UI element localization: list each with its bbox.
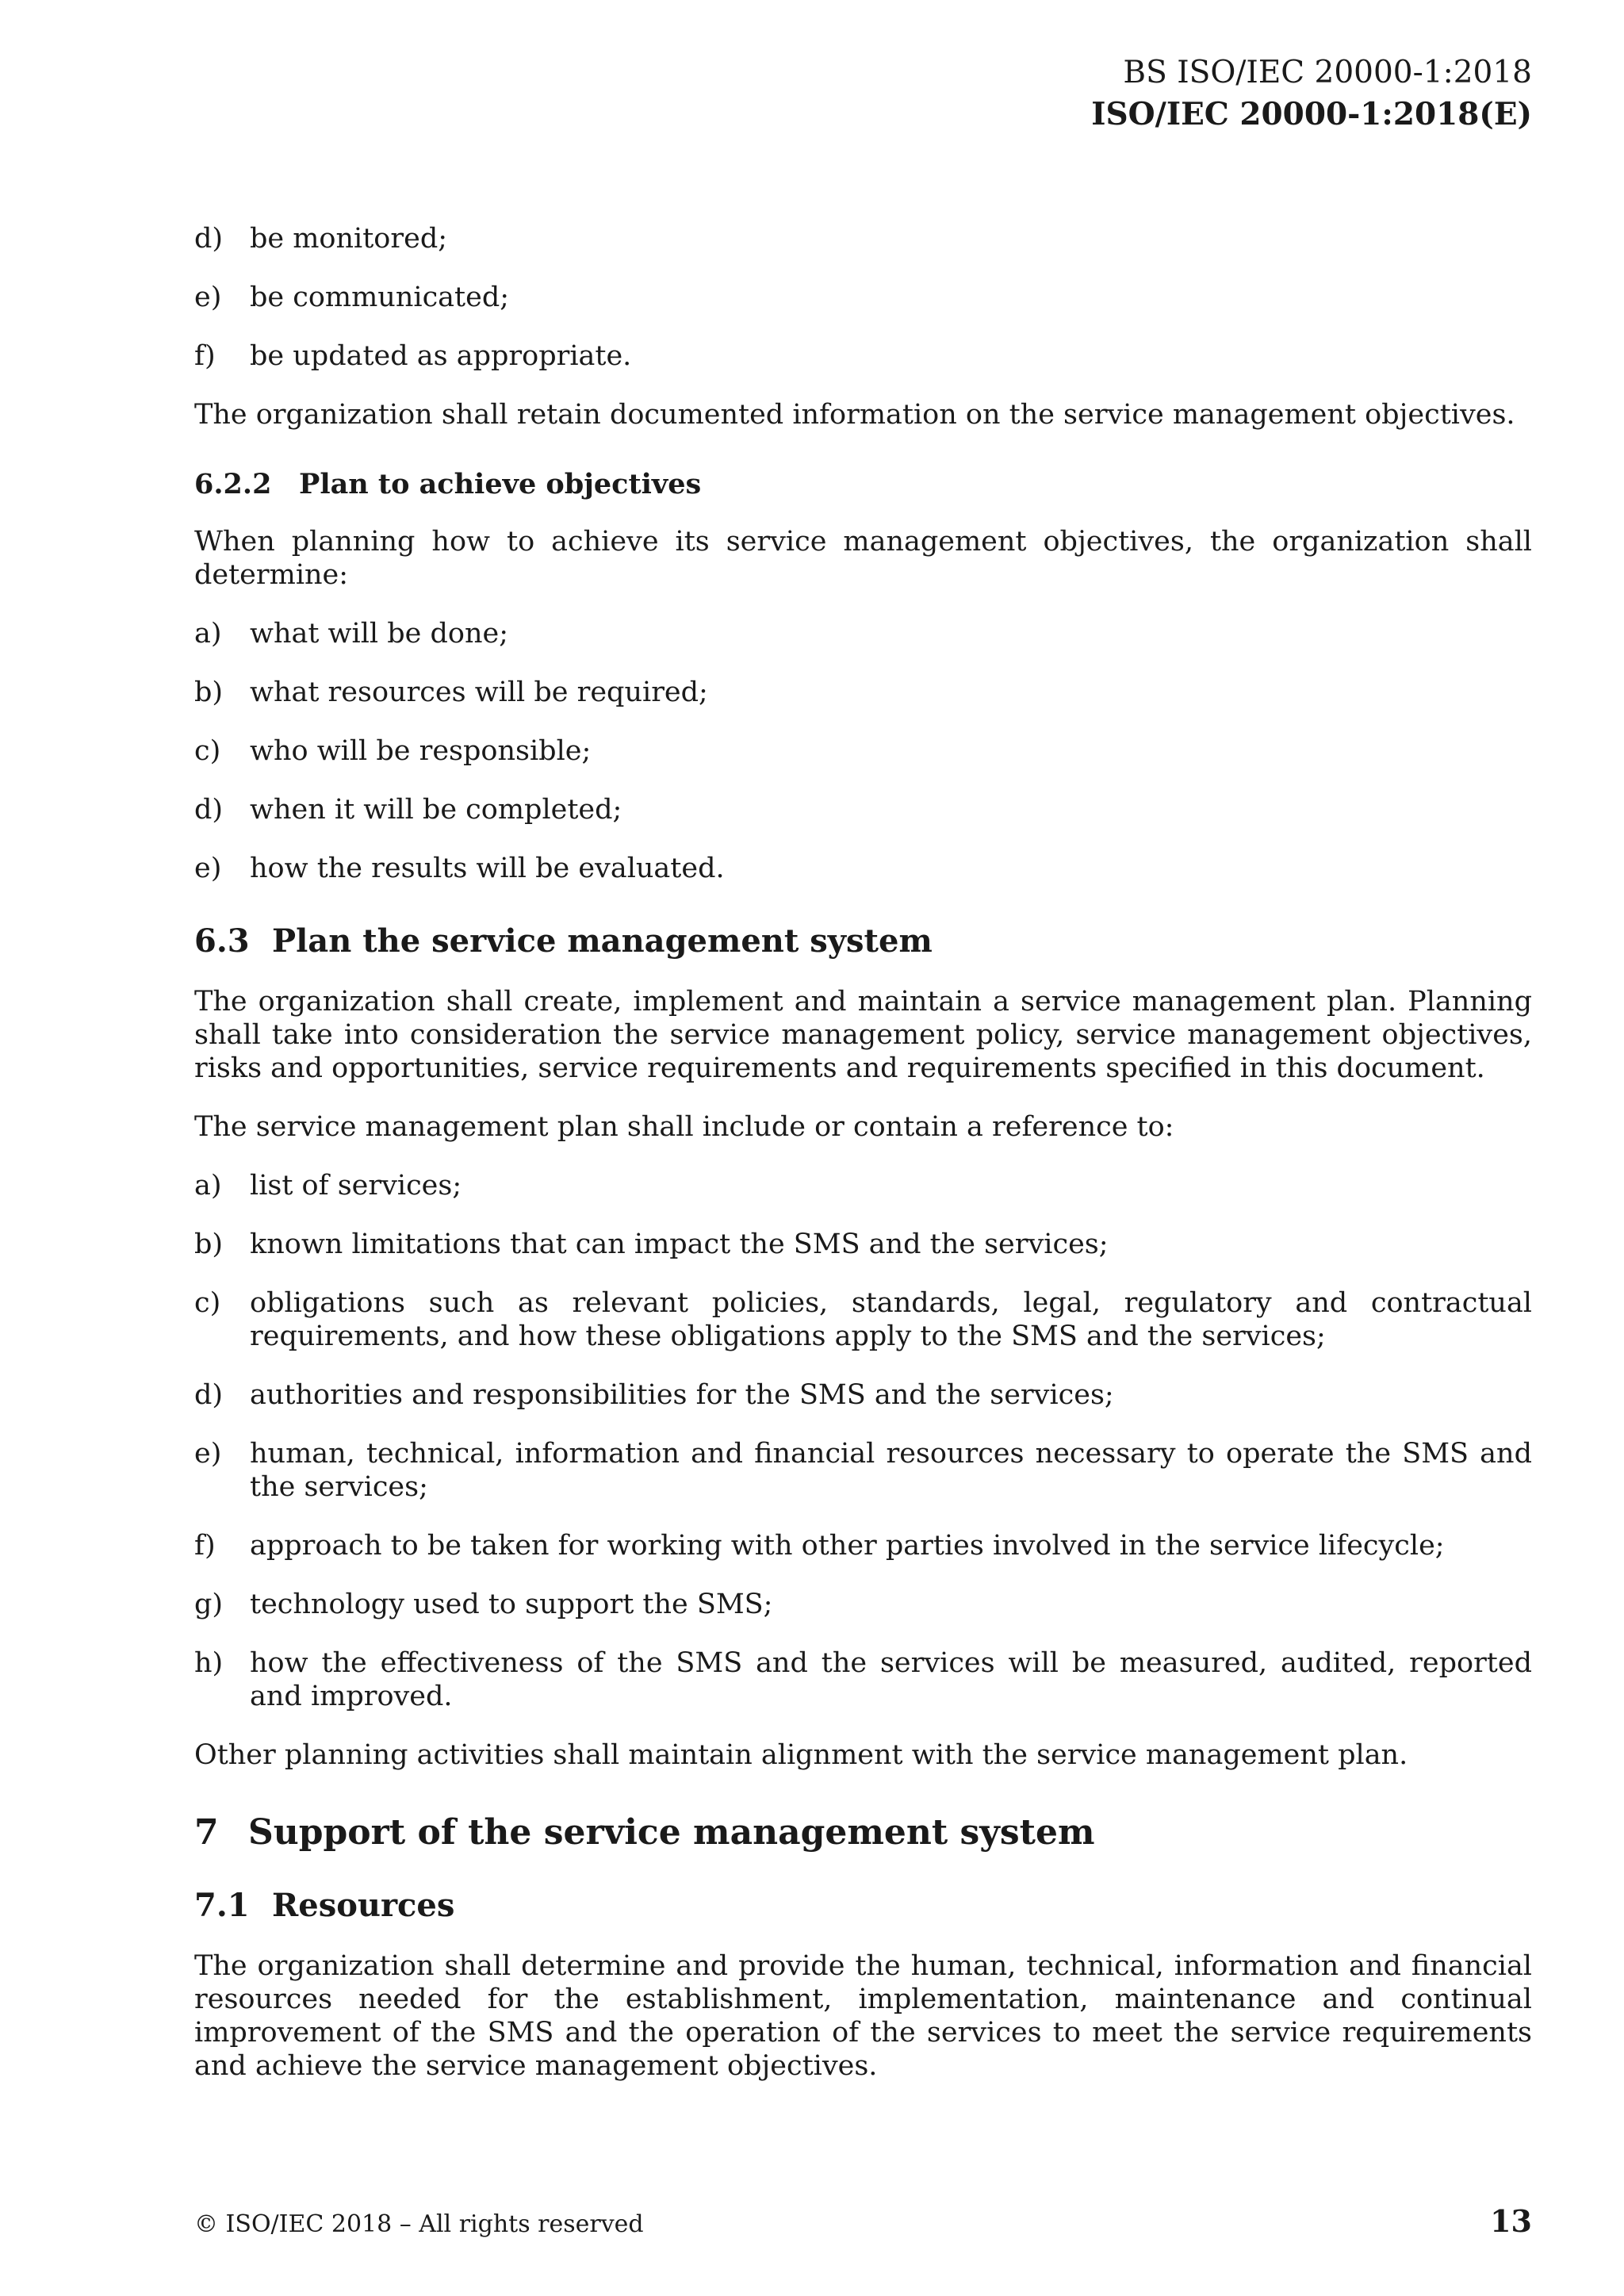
list-text: what resources will be required; — [250, 677, 708, 708]
list-item — [194, 222, 1532, 255]
paragraph-resources: The organization shall determine and provide the human, technical, information and financial resources needed for the establishment, implementation, maintenance and continual improvement of the SMS and the operation of the services to meet the service requirements and achieve the service management objectives. — [194, 1950, 1532, 2082]
list-item — [194, 734, 1532, 768]
list-text: authorities and responsibilities for the SMS and the services; — [250, 1379, 1114, 1411]
list-item — [194, 1228, 1532, 1261]
list-item — [194, 852, 1532, 885]
list-label: a) — [194, 618, 222, 650]
section-number: 7 — [194, 1812, 219, 1853]
list-label: a) — [194, 1170, 222, 1202]
section-heading-6-2-2 — [194, 468, 1532, 501]
list-text: be updated as appropriate. — [250, 340, 632, 372]
list-label: d) — [194, 794, 224, 826]
list-text: how the results will be evaluated. — [250, 853, 725, 884]
paragraph-service-management-plan: The organization shall create, implement and maintain a service management plan. Planning shall take into consideration the service management policy, service management objectives, risks and opportunities, service requirements and requirements specified in this document. — [194, 986, 1532, 1084]
list-label: h) — [194, 1647, 224, 1679]
list-label: e) — [194, 853, 222, 884]
list-label: c) — [194, 1287, 221, 1319]
list-label: b) — [194, 677, 224, 708]
list-item — [194, 793, 1532, 826]
copyright-notice: © ISO/IEC 2018 – All rights reserved — [194, 2210, 644, 2238]
list-item — [194, 676, 1532, 709]
list-item — [194, 1169, 1532, 1202]
list-item — [194, 281, 1532, 314]
list-label: d) — [194, 1379, 224, 1411]
section-title: Plan to achieve objectives — [299, 468, 702, 500]
section-heading-6-3 — [194, 922, 1532, 960]
list-item — [194, 617, 1532, 650]
list-text: technology used to support the SMS; — [250, 1589, 773, 1620]
list-text: human, technical, information and financial resources necessary to operate the SMS and the services; — [250, 1438, 1532, 1503]
list-label: f) — [194, 1530, 216, 1562]
list-item — [194, 1646, 1532, 1713]
list-text: approach to be taken for working with other parties involved in the service lifecycle; — [250, 1530, 1445, 1562]
list-label: c) — [194, 735, 221, 767]
paragraph-plan-contents-intro: The service management plan shall include or contain a reference to: — [194, 1111, 1174, 1143]
list-label: e) — [194, 1438, 222, 1470]
list-text: who will be responsible; — [250, 735, 592, 767]
list-text: list of services; — [250, 1170, 462, 1202]
section-heading-7-1 — [194, 1889, 1532, 1922]
list-text: when it will be completed; — [250, 794, 622, 826]
header-bs-reference: BS ISO/IEC 20000-1:2018 — [1123, 55, 1532, 90]
page-number: 13 — [1490, 2203, 1532, 2239]
list-item — [194, 1588, 1532, 1621]
list-label: b) — [194, 1228, 224, 1260]
list-label: e) — [194, 282, 222, 313]
list-item — [194, 339, 1532, 373]
list-text: obligations such as relevant policies, standards, legal, regulatory and contractual requirements, and how these obligations apply to the SMS and the services; — [250, 1287, 1532, 1352]
list-label: d) — [194, 223, 224, 255]
list-label: g) — [194, 1589, 224, 1620]
list-item — [194, 1437, 1532, 1504]
header-iso-reference: ISO/IEC 20000-1:2018(E) — [1091, 96, 1532, 132]
paragraph-other-planning: Other planning activities shall maintain alignment with the service management plan. — [194, 1739, 1408, 1771]
list-label: f) — [194, 340, 216, 372]
list-text: how the effectiveness of the SMS and the services will be measured, audited, reported and improved. — [250, 1647, 1532, 1712]
list-item — [194, 1286, 1532, 1353]
paragraph-retain-information: The organization shall retain documented information on the service management objectives. — [194, 399, 1515, 431]
section-number: 7.1 — [194, 1887, 250, 1924]
list-text: be monitored; — [250, 223, 448, 255]
section-number: 6.3 — [194, 922, 250, 960]
clause-heading-7 — [194, 1812, 1532, 1853]
paragraph-planning-intro: When planning how to achieve its service management objectives, the organization shall determine: — [194, 526, 1532, 591]
list-item — [194, 1378, 1532, 1412]
section-title: Plan the service management system — [272, 922, 933, 960]
page-footer — [194, 2203, 1532, 2239]
list-text: what will be done; — [250, 618, 508, 650]
list-text: be communicated; — [250, 282, 510, 313]
list-text: known limitations that can impact the SMS and the services; — [250, 1228, 1109, 1260]
section-number: 6.2.2 — [194, 468, 272, 500]
section-title: Resources — [272, 1887, 455, 1924]
section-title: Support of the service management system — [248, 1812, 1095, 1853]
running-header — [1091, 52, 1532, 135]
list-item — [194, 1529, 1532, 1562]
page-body — [194, 222, 1532, 2108]
